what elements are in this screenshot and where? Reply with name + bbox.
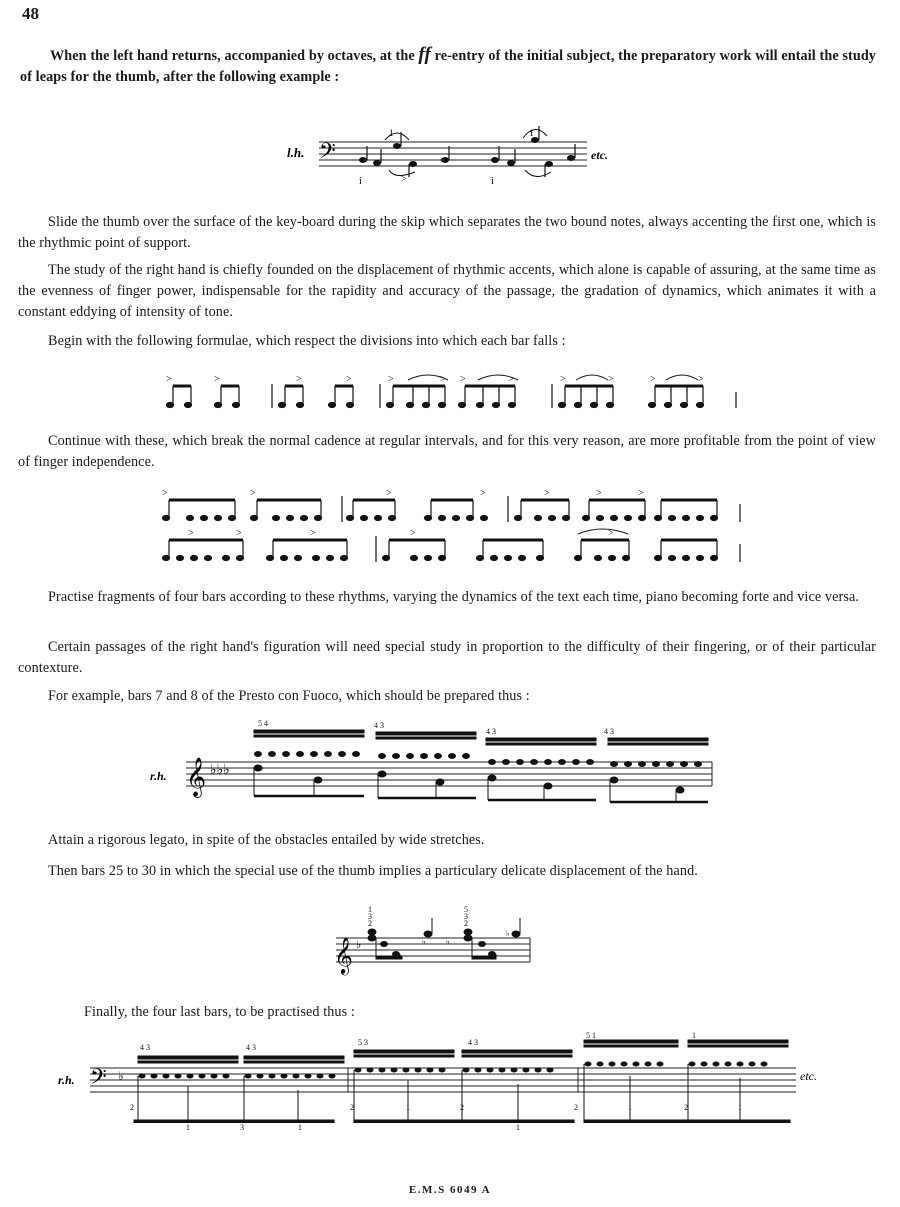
svg-text:2: 2 bbox=[574, 1103, 578, 1112]
svg-text:2: 2 bbox=[464, 919, 468, 928]
svg-text:>: > bbox=[544, 488, 550, 499]
svg-text:3: 3 bbox=[368, 912, 372, 921]
svg-text:i: i bbox=[491, 176, 494, 187]
svg-text:5 4: 5 4 bbox=[258, 719, 268, 728]
music-example-bars-7-8 bbox=[150, 716, 730, 806]
bass-clef-icon: 𝄢 bbox=[319, 139, 336, 169]
rhythm-row-1 bbox=[160, 372, 750, 414]
svg-text:1: 1 bbox=[298, 1123, 302, 1132]
para1-before: When the left hand returns, accompanied by octaves, at the bbox=[50, 48, 419, 64]
svg-text:>: > bbox=[596, 488, 602, 499]
paragraph-right-hand-study bbox=[18, 260, 876, 323]
para4-text: Begin with the following formulae, which respect the divisions into which each bar falls : bbox=[48, 333, 566, 349]
paragraph-legato bbox=[18, 830, 876, 851]
para8-text: For example, bars 7 and 8 of the Presto con Fuoco, which should be prepared thus : bbox=[48, 688, 530, 704]
hand-label-rh-2: r.h. bbox=[58, 1073, 75, 1087]
dynamic-ff: ff bbox=[418, 44, 431, 65]
paragraph-begin-formulae bbox=[18, 331, 876, 352]
svg-text:5 1: 5 1 bbox=[586, 1031, 596, 1040]
svg-text:>: > bbox=[638, 488, 644, 499]
bass-clef-icon-2: 𝄢 bbox=[90, 1065, 107, 1095]
para10-text: Then bars 25 to 30 in which the special use of the thumb implies a particulary delicate displacement of the hand. bbox=[48, 863, 698, 879]
svg-text:>: > bbox=[401, 174, 407, 185]
rhythm-formulae-2 bbox=[158, 488, 748, 568]
svg-text:>: > bbox=[388, 374, 394, 385]
svg-text:4 3: 4 3 bbox=[374, 721, 384, 730]
svg-text:1: 1 bbox=[692, 1031, 696, 1040]
staff-example-4 bbox=[58, 1031, 840, 1132]
para2-text: Slide the thumb over the surface of the key-board during the skip which separates the two bound notes, always accenting the first one, which is the rhythmic point of support. bbox=[18, 214, 876, 251]
paragraph-practise-fragments bbox=[18, 587, 876, 608]
svg-text:>: > bbox=[346, 374, 352, 385]
svg-text:2: 2 bbox=[130, 1103, 134, 1112]
rhythm-rows-2-3 bbox=[158, 488, 748, 568]
para1-after: re-entry of the initial subject, the preparatory work will entail the study of leaps for the thumb, after the following example : bbox=[20, 48, 876, 85]
music-example-last-bars bbox=[58, 1031, 840, 1132]
svg-text:>: > bbox=[608, 374, 614, 385]
hand-label-rh: r.h. bbox=[150, 769, 167, 783]
svg-text:4 3: 4 3 bbox=[140, 1043, 150, 1052]
treble-clef-icon-2: 𝄞 bbox=[334, 936, 353, 974]
svg-text:1: 1 bbox=[186, 1123, 190, 1132]
music-example-bars-25-30 bbox=[334, 904, 534, 980]
svg-text:3: 3 bbox=[240, 1123, 244, 1132]
svg-text:>: > bbox=[296, 374, 302, 385]
hand-label-lh: l.h. bbox=[287, 145, 305, 160]
svg-text:2: 2 bbox=[684, 1103, 688, 1112]
treble-clef-icon: 𝄞 bbox=[186, 757, 207, 797]
paragraph-continue bbox=[18, 431, 876, 473]
svg-text:2: 2 bbox=[368, 919, 372, 928]
svg-text:>: > bbox=[480, 488, 486, 499]
paragraph-bars-25-30 bbox=[14, 861, 876, 882]
svg-text:1: 1 bbox=[628, 1103, 632, 1112]
svg-text:>: > bbox=[650, 374, 656, 385]
svg-text:>: > bbox=[608, 528, 614, 539]
svg-text:>: > bbox=[386, 488, 392, 499]
svg-text:>: > bbox=[698, 374, 704, 385]
svg-text:>: > bbox=[410, 528, 416, 539]
svg-text:>: > bbox=[250, 488, 256, 499]
svg-text:♭: ♭ bbox=[446, 937, 450, 946]
svg-text:i: i bbox=[359, 176, 362, 187]
svg-text:1: 1 bbox=[529, 128, 534, 138]
para7-text: Certain passages of the right hand's figuration will need special study in proportion to the difficulty of their fingering, or of their particular contexture. bbox=[18, 639, 876, 676]
svg-text:♭: ♭ bbox=[356, 938, 362, 951]
staff-example-3 bbox=[334, 904, 534, 980]
para6-text: Practise fragments of four bars according to these rhythms, varying the dynamics of the text each time, piano becoming forte and vice versa. bbox=[48, 589, 859, 605]
svg-text:♭: ♭ bbox=[118, 1069, 124, 1083]
paragraph-slide-thumb bbox=[18, 212, 876, 254]
svg-text:1: 1 bbox=[406, 1103, 410, 1112]
svg-text:4 3: 4 3 bbox=[468, 1038, 478, 1047]
music-example-left-hand-leaps bbox=[285, 122, 625, 192]
svg-text:>: > bbox=[560, 374, 566, 385]
svg-text:2: 2 bbox=[350, 1103, 354, 1112]
para11-text: Finally, the four last bars, to be practised thus : bbox=[84, 1004, 355, 1020]
svg-text:>: > bbox=[188, 528, 194, 539]
svg-text:3: 3 bbox=[464, 912, 468, 921]
svg-text:1: 1 bbox=[516, 1123, 520, 1132]
svg-text:5 3: 5 3 bbox=[358, 1038, 368, 1047]
svg-text:>: > bbox=[508, 374, 514, 385]
staff-example-2 bbox=[150, 716, 730, 806]
svg-text:2: 2 bbox=[460, 1103, 464, 1112]
staff-example-1 bbox=[285, 122, 625, 192]
svg-text:♭: ♭ bbox=[422, 937, 426, 946]
etc-label: etc. bbox=[591, 148, 608, 162]
svg-text:>: > bbox=[162, 488, 168, 499]
svg-text:5: 5 bbox=[464, 905, 468, 914]
para3-text: The study of the right hand is chiefly founded on the displacement of rhythmic accents, which alone is capable of assuring, at the same time as the evenness of finger power, indispensable for the rapidity and accuracy of the passage, the gradation of dynamics, which animates it with a constant eddying of intensity of tone. bbox=[18, 262, 876, 320]
page-number: 48 bbox=[22, 4, 39, 23]
svg-text:1: 1 bbox=[738, 1103, 742, 1112]
etc-label-2: etc. bbox=[800, 1069, 817, 1083]
paragraph-certain-passages bbox=[18, 637, 876, 679]
svg-text:1: 1 bbox=[389, 128, 394, 138]
para9-text: Attain a rigorous legato, in spite of the obstacles entailed by wide stretches. bbox=[48, 832, 485, 848]
svg-text:>: > bbox=[236, 528, 242, 539]
publisher-footer: E.M.S 6049 A bbox=[408, 1184, 492, 1196]
svg-text:>: > bbox=[440, 374, 446, 385]
svg-text:4 3: 4 3 bbox=[604, 727, 614, 736]
para5-text: Continue with these, which break the normal cadence at regular intervals, and for this very reason, are more profitable from the point of view of finger independence. bbox=[18, 433, 876, 470]
svg-text:4 3: 4 3 bbox=[486, 727, 496, 736]
svg-text:♭♭♭: ♭♭♭ bbox=[210, 762, 230, 778]
svg-text:>: > bbox=[460, 374, 466, 385]
svg-text:4 3: 4 3 bbox=[246, 1043, 256, 1052]
svg-text:>: > bbox=[166, 374, 172, 385]
paragraph-for-example bbox=[18, 686, 876, 707]
svg-text:>: > bbox=[310, 528, 316, 539]
paragraph-thumb-leaps bbox=[20, 44, 876, 88]
svg-text:>: > bbox=[214, 374, 220, 385]
paragraph-finally bbox=[84, 1002, 864, 1023]
svg-text:♭: ♭ bbox=[506, 929, 510, 938]
rhythm-formulae-1 bbox=[160, 372, 750, 414]
svg-text:1: 1 bbox=[368, 905, 372, 914]
